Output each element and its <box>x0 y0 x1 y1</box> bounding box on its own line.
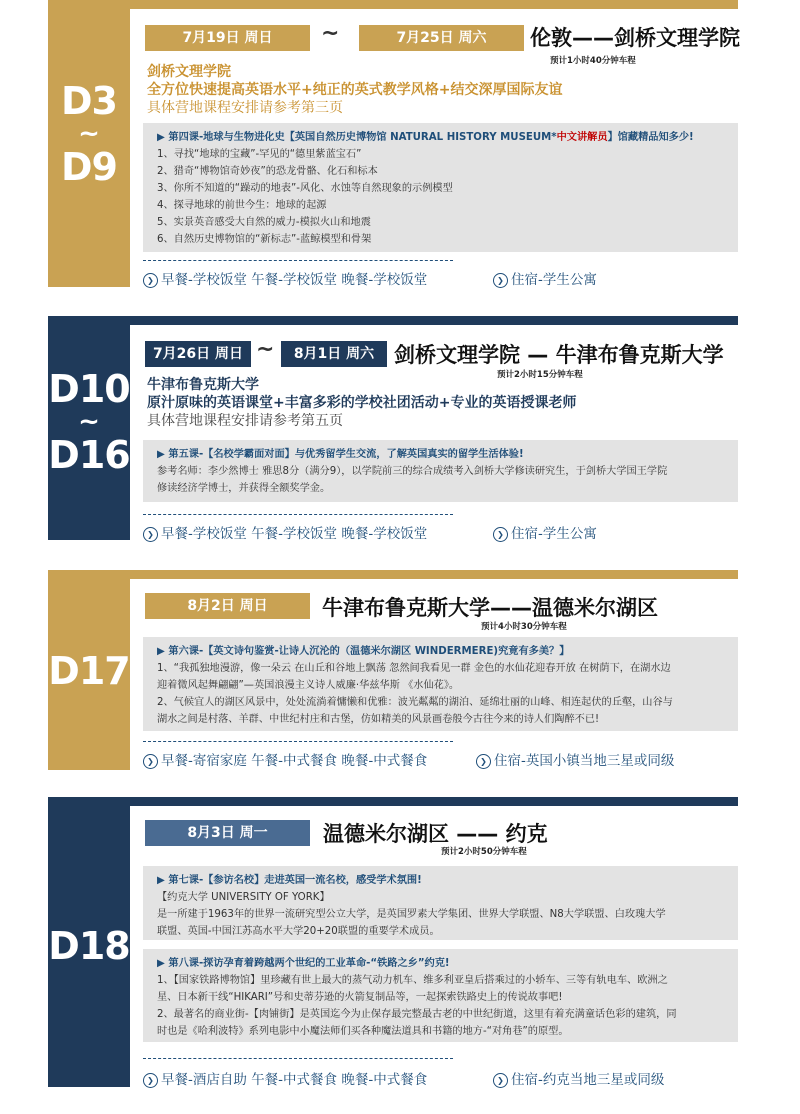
arrow-circle-icon: ❯ <box>493 273 508 288</box>
date-tilde: ~ <box>256 337 275 362</box>
route-title: 剑桥文理学院 — 牛津布鲁克斯大学 <box>394 343 724 367</box>
lesson-item: 是一所建于1963年的世界一流研究型公立大学，是英国罗素大学集团、世界大学联盟、N8大学联盟、白玫瑰大学 <box>157 909 666 920</box>
lesson-title: ▶ 第六课-【英文诗句鉴赏-让诗人沉沦的（温德米尔湖区 WINDERMERE)究竟有多美？】 <box>157 646 570 657</box>
day-label <box>48 797 130 1087</box>
school-info <box>147 376 576 430</box>
day-separator: ~ <box>78 119 100 149</box>
date-from: 7月26日 周日 <box>145 341 251 367</box>
travel-time: 预计1小时40分钟车程 <box>550 56 636 66</box>
school-subtitle: 原汁原味的英语课堂+丰富多彩的学校社团活动+专业的英语授课老师 <box>147 395 577 411</box>
lesson-item: 2、气候宜人的湖区风景中，处处流淌着慵懒和优雅：波光粼粼的湖泊、延绵壮丽的山峰、相连起伏的丘壑，山谷与 <box>157 697 673 708</box>
lesson-item: 1、寻找“地球的宝藏”-罕见的“德里紫蓝宝石” <box>157 149 362 160</box>
school-name: 剑桥文理学院 <box>147 64 231 80</box>
top-bar <box>130 0 738 9</box>
day-range-label <box>48 316 130 540</box>
meals: ❯ 早餐-学校饭堂 午餐-学校饭堂 晚餐-学校饭堂 <box>143 268 427 288</box>
lesson-item: 时也是《哈利波特》系列电影中小魔法师们买各种魔法道具和书籍的地方-“对角巷”的原型。 <box>157 1026 569 1037</box>
lesson-item: 6、自然历史博物馆的“新标志”-蓝鲸模型和骨架 <box>157 234 372 245</box>
lodging: ❯ 住宿-学生公寓 <box>493 522 597 542</box>
lesson-item: 迎着微风起舞翩翩”—英国浪漫主义诗人威廉·华兹华斯 《水仙花》。 <box>157 680 460 691</box>
meals: ❯ 早餐-学校饭堂 午餐-学校饭堂 晚餐-学校饭堂 <box>143 522 427 542</box>
lesson-item: 联盟、英国-中国江苏高水平大学20+20联盟的重要学术成员。 <box>157 926 440 937</box>
divider <box>143 260 453 261</box>
date-to: 7月25日 周六 <box>359 25 524 51</box>
arrow-circle-icon: ❯ <box>143 1073 158 1088</box>
route-title: 伦敦——剑桥文理学院 <box>530 26 740 50</box>
date: 8月2日 周日 <box>145 593 310 619</box>
date-from: 7月19日 周日 <box>145 25 310 51</box>
route-title: 牛津布鲁克斯大学——温德米尔湖区 <box>322 596 658 620</box>
top-bar <box>130 316 738 325</box>
arrow-circle-icon: ❯ <box>493 1073 508 1088</box>
lesson-title: ▶ 第五课-【名校学霸面对面】与优秀留学生交流，了解英国真实的留学生活体验! <box>157 449 524 460</box>
school-info <box>147 63 562 117</box>
lesson-item: 修读经济学博士，并获得全额奖学金。 <box>157 483 331 494</box>
divider <box>143 514 453 515</box>
lesson-title: ▶ 第四课-地球与生物进化史【英国自然历史博物馆 NATURAL HISTORY MUSEUM*中文讲解员】馆藏精品知多少! <box>157 132 694 143</box>
arrow-circle-icon: ❯ <box>143 754 158 769</box>
top-bar <box>130 570 738 579</box>
top-bar <box>130 797 738 806</box>
lesson-item: 【约克大学 UNIVERSITY OF YORK】 <box>157 892 330 903</box>
lodging: ❯ 住宿-学生公寓 <box>493 268 597 288</box>
divider <box>143 1058 453 1059</box>
travel-time: 预计4小时30分钟车程 <box>481 622 567 632</box>
divider <box>143 741 453 742</box>
lesson-title: ▶ 第八课-探访孕育着跨越两个世纪的工业革命-“铁路之乡”约克! <box>157 958 450 969</box>
date-tilde: ~ <box>321 21 340 46</box>
date-to: 8月1日 周六 <box>281 341 387 367</box>
lesson-item: 2、猎奇“博物馆奇妙夜”的恐龙骨骼、化石和标本 <box>157 166 378 177</box>
school-subtitle: 全方位快速提高英语水平+纯正的英式教学风格+结交深厚国际友谊 <box>147 82 563 98</box>
lesson-box <box>143 637 738 731</box>
day-number: D18 <box>48 924 130 968</box>
route-title: 温德米尔湖区 —— 约克 <box>323 822 548 846</box>
lodging: ❯ 住宿-约克当地三星或同级 <box>493 1068 664 1088</box>
travel-time: 预计2小时15分钟车程 <box>497 370 583 380</box>
lesson-box <box>143 123 738 252</box>
day-number: D17 <box>48 649 130 693</box>
lesson-item: 2、最著名的商业街-【肉铺街】是英国迄今为止保存最完整最古老的中世纪街道，这里有着充满童话色彩的建筑，同 <box>157 1009 677 1020</box>
lesson-item: 星、日本新干线“HIKARI”号和史蒂芬逊的火箭复制品等，一起探索铁路史上的传说故事吧! <box>157 992 563 1003</box>
day-start: D10 <box>48 367 130 411</box>
day-end: D9 <box>61 145 117 189</box>
chinese-guide-highlight: 中文讲解员 <box>556 132 608 143</box>
travel-time: 预计2小时50分钟车程 <box>441 847 527 857</box>
lesson-item: 4、探寻地球的前世今生：地球的起源 <box>157 200 327 211</box>
day-separator: ~ <box>78 407 100 437</box>
lesson-title: ▶ 第七课-【参访名校】走进英国一流名校，感受学术氛围! <box>157 875 422 886</box>
lesson-box <box>143 866 738 940</box>
lesson-box <box>143 949 738 1042</box>
arrow-circle-icon: ❯ <box>476 754 491 769</box>
school-name: 牛津布鲁克斯大学 <box>147 377 259 393</box>
date: 8月3日 周一 <box>145 820 310 846</box>
lodging: ❯ 住宿-英国小镇当地三星或同级 <box>476 749 674 769</box>
lesson-item: 3、你所不知道的“躁动的地表”-风化、水蚀等自然现象的示例模型 <box>157 183 453 194</box>
lesson-item: 1、“我孤独地漫游，像一朵云 在山丘和谷地上飘荡 忽然间我看见一群 金色的水仙花迎春开放 在树荫下，在湖水边 <box>157 663 671 674</box>
meals: ❯ 早餐-寄宿家庭 午餐-中式餐食 晚餐-中式餐食 <box>143 749 427 769</box>
lesson-item: 湖水之间是村落、羊群、中世纪村庄和古堡，仿如精美的风景画卷般今古往今来的诗人们陶醉不已! <box>157 714 600 725</box>
day-label <box>48 570 130 770</box>
meals: ❯ 早餐-酒店自助 午餐-中式餐食 晚餐-中式餐食 <box>143 1068 427 1088</box>
lesson-item: 5、实景英音感受大自然的威力-模拟火山和地震 <box>157 217 371 228</box>
day-end: D16 <box>48 433 130 477</box>
lesson-item: 参考名师：李少然博士 雅思8分（满分9），以学院前三的综合成绩考入剑桥大学修读研究生，于剑桥大学国王学院 <box>157 466 668 477</box>
arrow-circle-icon: ❯ <box>143 527 158 542</box>
schedule-note: 具体营地课程安排请参考第三页 <box>147 100 343 116</box>
lesson-item: 1、【国家铁路博物馆】里珍藏有世上最大的蒸气动力机车、维多利亚皇后搭乘过的小轿车、三等有轨电车、欧洲之 <box>157 975 668 986</box>
arrow-circle-icon: ❯ <box>493 527 508 542</box>
arrow-circle-icon: ❯ <box>143 273 158 288</box>
day-range-label <box>48 0 130 287</box>
schedule-note: 具体营地课程安排请参考第五页 <box>147 413 343 429</box>
lesson-box <box>143 440 738 502</box>
day-start: D3 <box>61 79 117 123</box>
